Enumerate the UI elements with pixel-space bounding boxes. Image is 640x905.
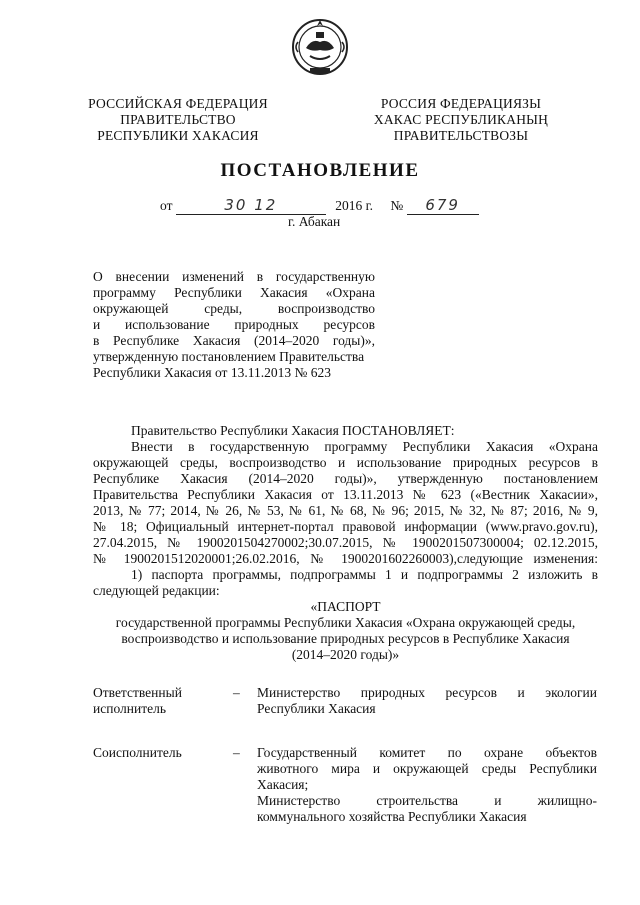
header-left — [88, 96, 268, 144]
subject-block — [93, 269, 375, 381]
row-label-coexecutor — [93, 745, 223, 761]
subject-line: в Республике Хакасия (2014–2020 годы)», — [93, 333, 375, 348]
row-value-line: Министерство природных ресурсов и экологии — [257, 685, 597, 700]
header-right-line: ХАКАС РЕСПУБЛИКАНЫҢ — [373, 112, 549, 127]
passport-line: (2014–2020 годы)» — [291, 647, 400, 662]
intro-paragraph: Правительство Республики Хакасия ПОСТАНОВЛЯЕТ: — [131, 423, 455, 438]
body-line: 2013, № 77; 2014, № 26, № 53, № 61, № 68, № 96; 2015, № 32, № 87; 2016, № 9, — [93, 503, 598, 518]
row-label-line: Соисполнитель — [93, 745, 182, 760]
body-line: Внести в государственную программу Республики Хакасия «Охрана — [131, 439, 598, 454]
year-label: 2016 г. — [335, 198, 373, 213]
row-value-coexecutor — [257, 745, 597, 825]
body-line: 27.04.2015, № 1900201504270002;30.07.2015, № 1900201507300004; 02.12.2015, — [93, 535, 598, 550]
date-value: 30 12 — [224, 196, 278, 214]
item-line: следующей редакции: — [93, 583, 220, 598]
row-label-responsible — [93, 685, 223, 717]
number-field — [407, 196, 479, 215]
row-value-line: Республики Хакасия — [257, 701, 376, 716]
row-value-line: Государственный комитет по охране объектов — [257, 745, 597, 760]
body-text — [93, 423, 598, 599]
from-label: от — [160, 198, 173, 213]
date-line — [160, 196, 479, 215]
row-value-line: животного мира и окружающей среды Республики — [257, 761, 597, 776]
body-line: окружающей среды, воспроизводство и использование природных ресурсов в — [93, 455, 598, 470]
header-left-line: РОССИЙСКАЯ ФЕДЕРАЦИЯ — [88, 96, 268, 111]
subject-line: Республики Хакасия от 13.11.2013 № 623 — [93, 365, 331, 380]
item-line: 1) паспорта программы, подпрограммы 1 и подпрограммы 2 изложить в — [131, 567, 598, 582]
header-right — [366, 96, 556, 144]
passport-line: государственной программы Республики Хакасия «Охрана окружающей среды, — [115, 615, 576, 630]
header-left-line: РЕСПУБЛИКИ ХАКАСИЯ — [97, 128, 259, 143]
row-label-line: Ответственный — [93, 685, 182, 700]
coat-of-arms-icon — [288, 14, 352, 78]
row-value-line: Хакасия; — [257, 777, 309, 792]
subject-line: О внесении изменений в государственную — [93, 269, 375, 284]
row-dash: – — [233, 685, 240, 700]
passport-line: воспроизводство и использование природных ресурсов в Республике Хакасия — [121, 631, 570, 646]
subject-line: окружающей среды, воспроизводство — [93, 301, 375, 316]
number-sign: № — [390, 198, 404, 213]
row-label-line: исполнитель — [93, 701, 166, 716]
row-dash: – — [233, 745, 240, 760]
document-title: ПОСТАНОВЛЕНИЕ — [220, 160, 420, 181]
subject-line: утвержденную постановлением Правительства — [93, 349, 365, 364]
subject-line: и использование природных ресурсов — [93, 317, 375, 332]
header-right-line: ПРАВИТЕЛЬСТВОЗЫ — [393, 128, 529, 143]
passport-heading — [93, 599, 598, 663]
city-label: г. Абакан — [288, 214, 341, 229]
header-left-line: ПРАВИТЕЛЬСТВО — [120, 112, 236, 127]
row-value-line: коммунального хозяйства Республики Хакасия — [257, 809, 527, 824]
row-value-responsible — [257, 685, 597, 717]
body-line: Правительства Республики Хакасия от 13.11.2013 № 623 («Вестник Хакасии», — [93, 487, 598, 502]
row-value-line: Министерство строительства и жилищно- — [257, 793, 597, 808]
date-field — [176, 196, 326, 215]
body-line: № 18; Официальный интернет-портал правовой информации (www.pravo.gov.ru), — [93, 519, 598, 534]
body-line: Республике Хакасия (2014–2020 годы)», утвержденную постановлением — [93, 471, 598, 486]
header-right-line: РОССИЯ ФЕДЕРАЦИЯЗЫ — [380, 96, 542, 111]
subject-line: программу Республики Хакасия «Охрана — [93, 285, 375, 300]
number-value: 679 — [425, 196, 460, 214]
body-line: № 1900201512020001;26.02.2016, № 1900201602260003),следующие изменения: — [93, 551, 598, 566]
passport-line: «ПАСПОРТ — [310, 599, 381, 614]
